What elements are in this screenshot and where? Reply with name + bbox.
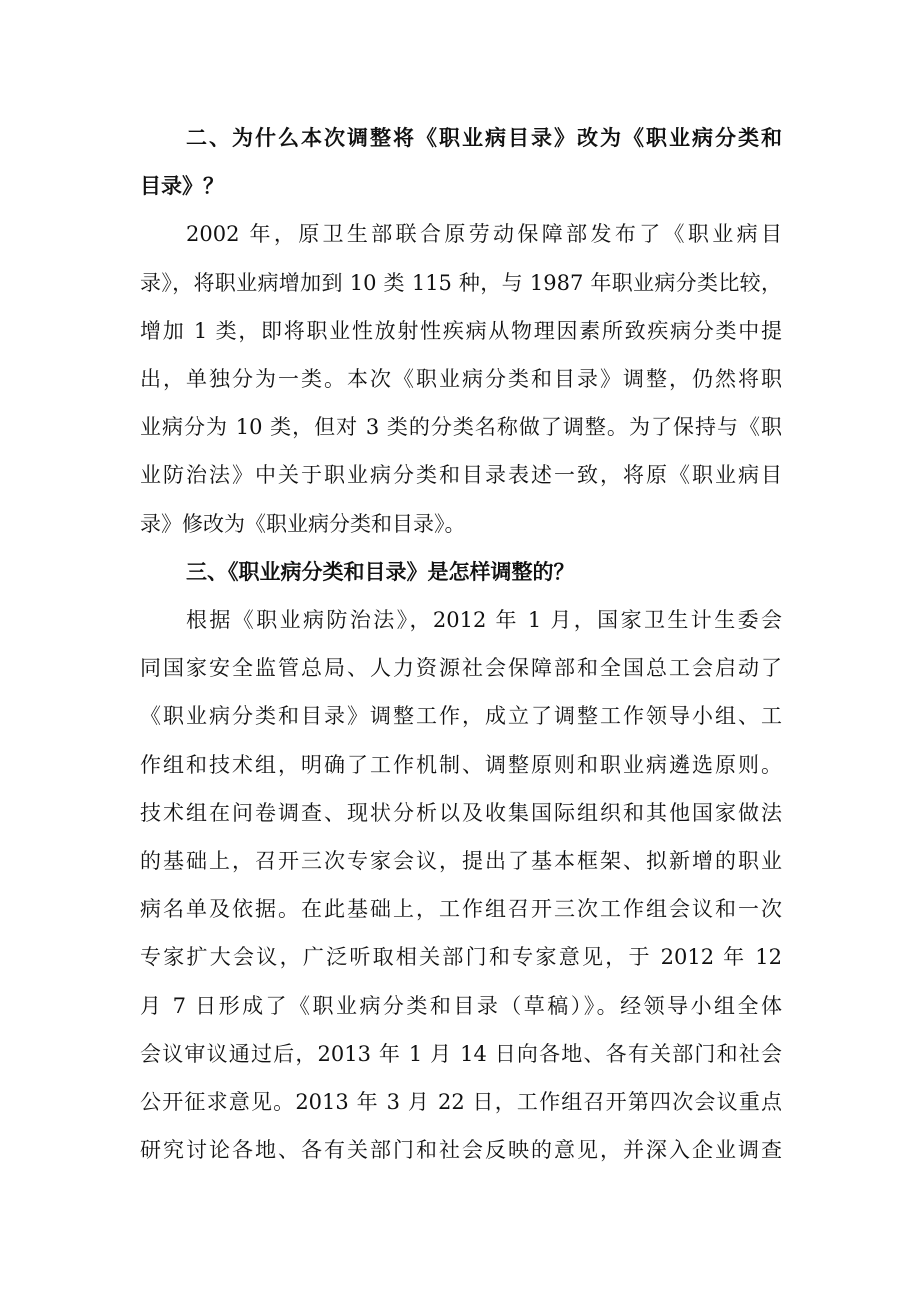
paragraph-line: 出，单独分为一类。本次《职业病分类和目录》调整，仍然将职 <box>140 367 782 392</box>
section-heading-3 <box>140 548 782 596</box>
paragraph-line: 录》修改为《职业病分类和目录》。 <box>140 511 466 536</box>
paragraph-line: 录》，将职业病增加到 10 类 115 种，与 1987 年职业病分类比较， <box>140 270 782 295</box>
paragraph-line: 病名单及依据。在此基础上，工作组召开三次工作组会议和一次 <box>140 897 782 922</box>
paragraph-line: 技术组在问卷调查、现状分析以及收集国际组织和其他国家做法 <box>140 800 782 825</box>
paragraph-line: 根据《职业病防治法》，2012 年 1 月，国家卫生计生委会 <box>186 608 782 633</box>
paragraph-line: 的基础上，召开三次专家会议，提出了基本框架、拟新增的职业 <box>140 849 782 874</box>
document-body <box>140 114 782 1174</box>
paragraph-line: 专家扩大会议，广泛听取相关部门和专家意见，于 2012 年 12 <box>140 945 782 970</box>
section-paragraph-3 <box>140 596 782 1174</box>
paragraph-line: 业病分为 10 类，但对 3 类的分类名称做了调整。为了保持与《职 <box>140 415 782 440</box>
paragraph-line: 公开征求意见。2013 年 3 月 22 日，工作组召开第四次会议重点 <box>140 1090 782 1115</box>
heading-line: 目录》？ <box>140 174 224 199</box>
paragraph-line: 《职业病分类和目录》调整工作，成立了调整工作领导小组、工 <box>140 704 782 729</box>
paragraph-line: 业防治法》中关于职业病分类和目录表述一致，将原《职业病目 <box>140 463 782 488</box>
paragraph-line: 作组和技术组，明确了工作机制、调整原则和职业病遴选原则。 <box>140 752 782 777</box>
section-paragraph-2 <box>140 210 782 547</box>
paragraph-line: 同国家安全监管总局、人力资源社会保障部和全国总工会启动了 <box>140 656 782 681</box>
heading-line: 三、《职业病分类和目录》是怎样调整的？ <box>186 559 575 584</box>
heading-line: 二、为什么本次调整将《职业病目录》改为《职业病分类和 <box>186 126 782 150</box>
section-heading-2 <box>140 114 782 210</box>
paragraph-line: 研究讨论各地、各有关部门和社会反映的意见，并深入企业调查 <box>140 1138 782 1163</box>
paragraph-line: 会议审议通过后，2013 年 1 月 14 日向各地、各有关部门和社会 <box>140 1041 782 1066</box>
paragraph-line: 增加 1 类，即将职业性放射性疾病从物理因素所致疾病分类中提 <box>140 318 782 343</box>
paragraph-line: 2002 年，原卫生部联合原劳动保障部发布了《职业病目 <box>186 222 782 247</box>
paragraph-line: 月 7 日形成了《职业病分类和目录（草稿）》。经领导小组全体 <box>140 993 782 1018</box>
